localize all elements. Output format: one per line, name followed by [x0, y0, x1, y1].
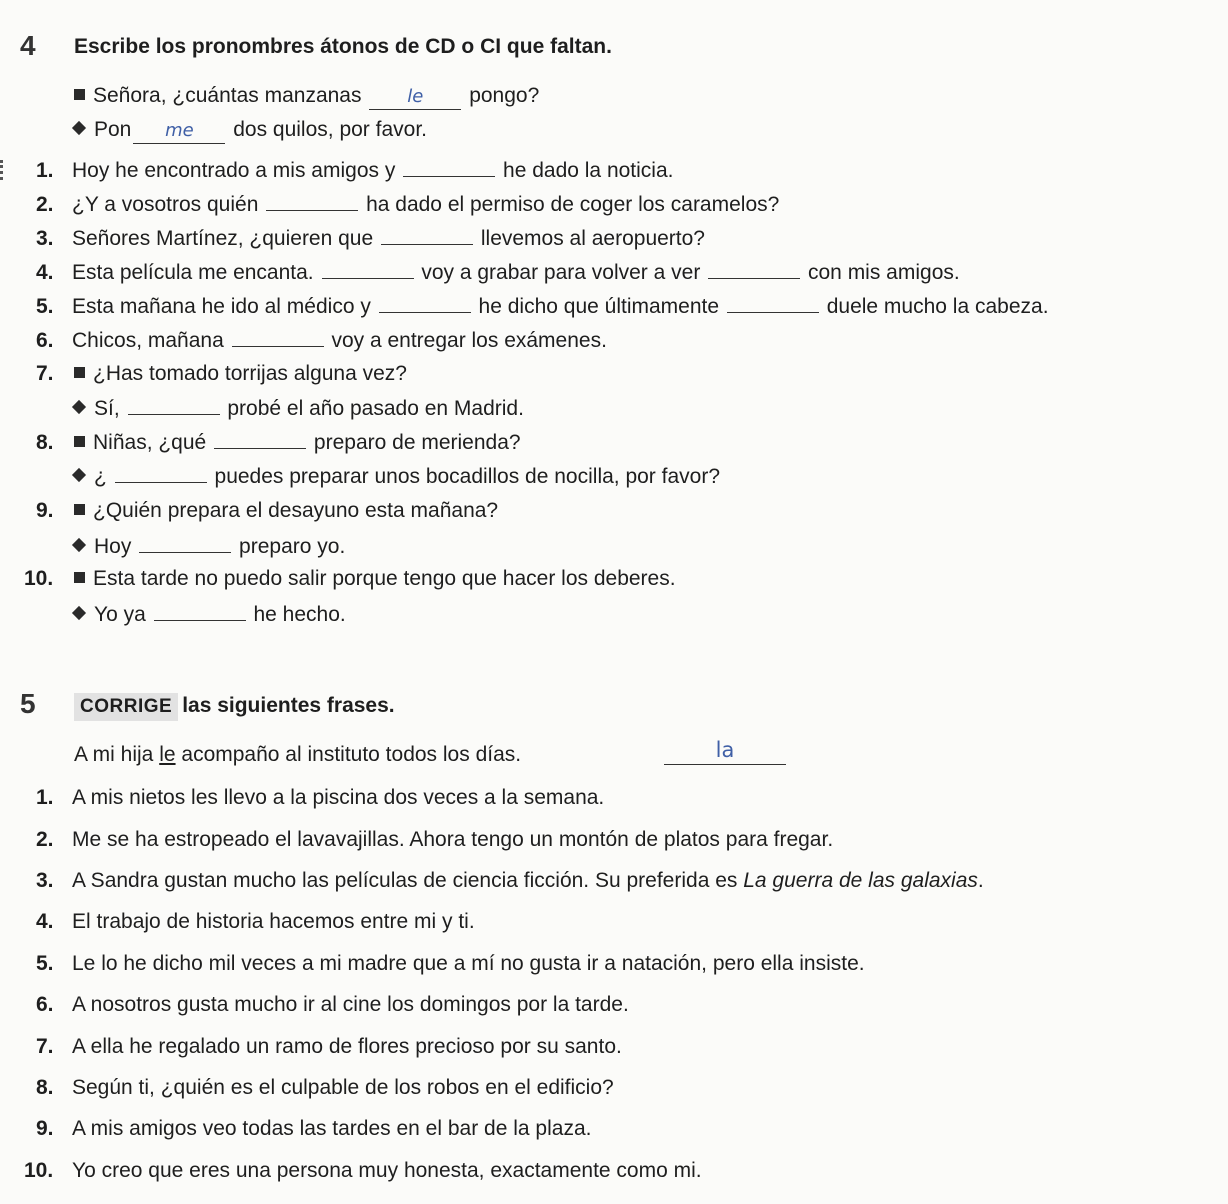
exercise-4-title: Escribe los pronombres átonos de CD o CI que faltan. — [74, 35, 612, 58]
ex5-item: 4. El trabajo de historia hacemos entre mi y ti. — [36, 910, 475, 933]
answer-blank[interactable] — [214, 428, 306, 449]
answer-blank[interactable] — [128, 394, 220, 415]
ex5-item: 8. Según ti, ¿quién es el culpable de los robos en el edificio? — [36, 1076, 614, 1099]
ex4-item: 7. ¿Has tomado torrijas alguna vez? — [36, 362, 407, 385]
ex5-item: 7. A ella he regalado un ramo de flores precioso por su santo. — [36, 1035, 622, 1058]
ex4-item: Yo ya he hecho. — [74, 600, 346, 629]
diamond-bullet-icon — [72, 400, 86, 414]
exercise-4-number: 4 — [20, 30, 36, 61]
example-2: Pon me dos quilos, por favor. — [74, 116, 427, 144]
margin-mark — [0, 160, 8, 180]
ex5-example: A mi hija le acompaño al instituto todos los días. — [74, 743, 522, 766]
example-answer-field[interactable]: la — [664, 736, 786, 765]
square-bullet-icon — [74, 572, 85, 583]
answer-blank[interactable] — [381, 224, 473, 245]
exercise-5-title: CORRIGE las siguientes frases. — [74, 692, 395, 721]
ex4-item: Sí, probé el año pasado en Madrid. — [74, 394, 524, 423]
answer-blank[interactable] — [322, 258, 414, 279]
exercise-5-number: 5 — [20, 688, 36, 719]
answer-blank[interactable] — [266, 190, 358, 211]
ex4-item: 3. Señores Martínez, ¿quieren que llevemos al aeropuerto? — [36, 224, 705, 253]
corrige-tag: CORRIGE — [74, 693, 178, 721]
ex5-item: 10. Yo creo que eres una persona muy honesta, exactamente como mi. — [24, 1159, 702, 1182]
answer-blank[interactable] — [232, 326, 324, 347]
ex4-item: 8. Niñas, ¿qué preparo de merienda? — [36, 428, 521, 457]
ex4-item: 6. Chicos, mañana voy a entregar los exámenes. — [36, 326, 607, 355]
diamond-bullet-icon — [72, 606, 86, 620]
answer-blank[interactable] — [403, 156, 495, 177]
square-bullet-icon — [74, 367, 85, 378]
diamond-bullet-icon — [72, 538, 86, 552]
answer-blank[interactable] — [727, 292, 819, 313]
ex4-item: ¿ puedes preparar unos bocadillos de nocilla, por favor? — [74, 462, 720, 491]
ex4-item: 9. ¿Quién prepara el desayuno esta mañana? — [36, 499, 499, 522]
ex5-item: 6. A nosotros gusta mucho ir al cine los domingos por la tarde. — [36, 993, 629, 1016]
ex4-item: 2. ¿Y a vosotros quién ha dado el permiso de coger los caramelos? — [36, 190, 779, 219]
diamond-bullet-icon — [72, 468, 86, 482]
diamond-bullet-icon — [72, 121, 86, 135]
ex4-item: 1. Hoy he encontrado a mis amigos y he dado la noticia. — [36, 156, 673, 185]
example-1: Señora, ¿cuántas manzanas le pongo? — [74, 82, 539, 110]
answer-blank[interactable] — [139, 532, 231, 553]
ex4-item: 5. Esta mañana he ido al médico y he dicho que últimamente duele mucho la cabeza. — [36, 292, 1049, 321]
ex5-item: 5. Le lo he dicho mil veces a mi madre que a mí no gusta ir a natación, pero ella insiste. — [36, 952, 865, 975]
answer-blank[interactable] — [115, 462, 207, 483]
ex5-item: 9. A mis amigos veo todas las tardes en el bar de la plaza. — [36, 1117, 592, 1140]
ex4-item: 4. Esta película me encanta. voy a grabar para volver a ver con mis amigos. — [36, 258, 960, 287]
answer-blank[interactable]: le — [369, 89, 461, 110]
ex5-item: 1. A mis nietos les llevo a la piscina dos veces a la semana. — [36, 786, 605, 809]
answer-blank[interactable] — [379, 292, 471, 313]
answer-blank[interactable] — [708, 258, 800, 279]
square-bullet-icon — [74, 89, 85, 100]
square-bullet-icon — [74, 504, 85, 515]
answer-blank[interactable]: me — [133, 123, 225, 144]
ex5-item: 3. A Sandra gustan mucho las películas de ciencia ficción. Su preferida es La guerra de las galaxias. — [36, 869, 984, 892]
ex4-item: 10. Esta tarde no puedo salir porque tengo que hacer los deberes. — [24, 567, 676, 590]
square-bullet-icon — [74, 436, 85, 447]
ex4-item: Hoy preparo yo. — [74, 532, 345, 561]
ex5-item: 2. Me se ha estropeado el lavavajillas. Ahora tengo un montón de platos para fregar. — [36, 828, 834, 851]
answer-blank[interactable] — [154, 600, 246, 621]
